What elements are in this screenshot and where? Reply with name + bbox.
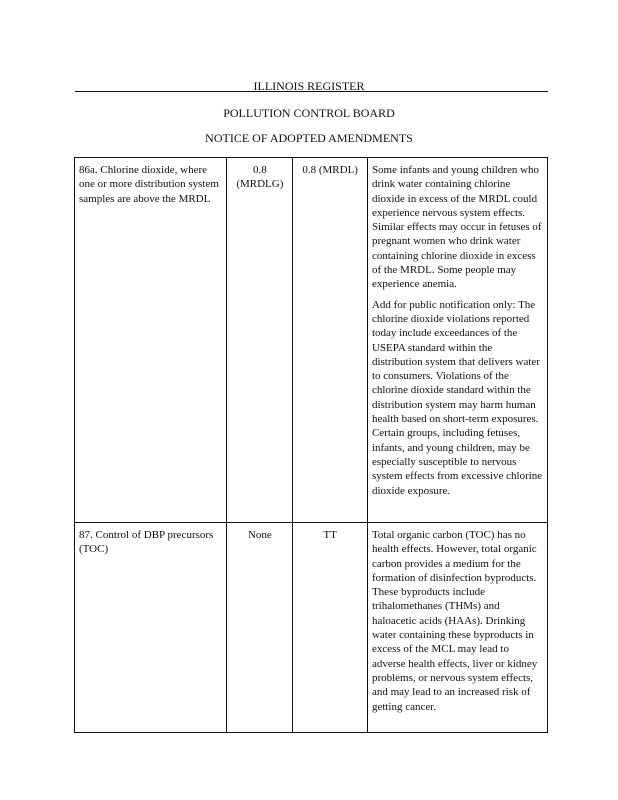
contaminant-cell: 87. Control of DBP precursors (TOC) (75, 523, 227, 733)
table-row (75, 158, 548, 523)
mclg-cell: 0.8 (MRDLG) (227, 158, 293, 523)
contaminant-table (74, 157, 548, 733)
board-title: POLLUTION CONTROL BOARD (223, 106, 395, 120)
health-effects-cell (367, 523, 547, 733)
contaminant-cell: 86a. Chlorine dioxide, where one or more distribution system samples are above the MRDL (75, 158, 227, 523)
health-effects-text: Total organic carbon (TOC) has no health effects. However, total organic carbon provides a medium for the formation of disinfection byproducts. These byproducts include trihalomethanes (THMs) and haloacetic acids (HAAs). Drinking water containing these byproducts in excess of the MCL may lead to adverse health effects, liver or kidney problems, or nervous system effects, and may lead to an increased risk of getting cancer. (371, 529, 538, 713)
register-title: ILLINOIS REGISTER (253, 79, 365, 93)
mcl-cell: TT (293, 523, 368, 733)
table-row (75, 523, 548, 733)
health-effects-text: Some infants and young children who drink water containing chlorine dioxide in excess of the MRDL could experience nervous system effects. Similar effects may occur in fetuses of pregnant women who drink water containing chlorine dioxide in excess of the MRDL. Some people may experience anemia. (371, 164, 542, 291)
health-effects-cell (367, 158, 547, 523)
mcl-cell: 0.8 (MRDL) (293, 158, 368, 523)
header-rule (75, 91, 548, 92)
notice-title: NOTICE OF ADOPTED AMENDMENTS (205, 131, 413, 145)
public-notification-text: Add for public notification only: The chlorine dioxide violations reported today include exceedances of the USEPA standard within the distribution system that delivers water to consumers. Violations of the chlorine dioxide standard within the distribution system may harm human health based on short-term exposures. Certain groups, including fetuses, infants, and young children, may be especially susceptible to nervous system effects from excessive chlorine dioxide exposure. (371, 298, 543, 497)
mclg-cell: None (227, 523, 293, 733)
